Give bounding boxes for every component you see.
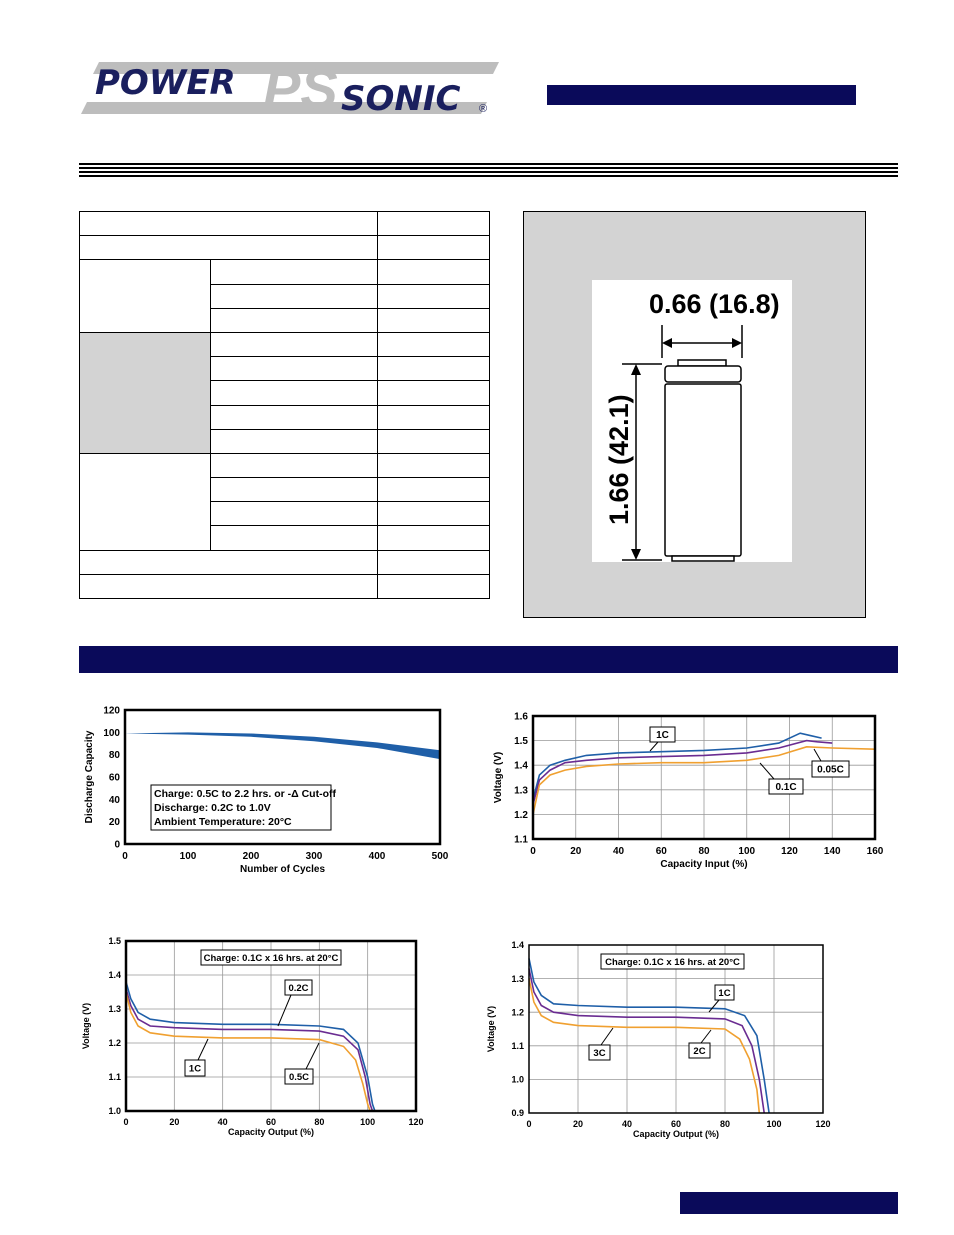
y-tick-label: 1.1 xyxy=(108,1072,121,1083)
label-leader xyxy=(650,742,658,751)
series-label-0-1c: 0.1C xyxy=(775,782,797,794)
table-row xyxy=(80,574,490,598)
y-tick-label: 1.5 xyxy=(514,736,528,748)
series-line-2 xyxy=(126,992,370,1111)
y-tick-label: 1.1 xyxy=(514,834,528,846)
label-leader xyxy=(601,1028,613,1045)
logo-sonic-text: SONIC xyxy=(341,79,461,119)
y-axis-label: Voltage (V) xyxy=(486,1005,496,1053)
series-label-1c: 1C xyxy=(718,987,731,999)
power-sonic-logo xyxy=(79,58,504,120)
x-tick-label: 100 xyxy=(738,846,756,857)
x-tick-label: 60 xyxy=(265,1117,277,1127)
x-tick-label: 200 xyxy=(242,851,260,862)
high-rate-discharge-chart xyxy=(483,938,838,1152)
y-tick-label: 120 xyxy=(103,705,120,717)
y-tick-label: 40 xyxy=(108,794,120,806)
y-tick-label: 1.4 xyxy=(514,760,528,772)
x-tick-label: 80 xyxy=(698,846,710,857)
capacity-band xyxy=(125,732,440,759)
annotation-line: Charge: 0.1C x 16 hrs. at 20°C xyxy=(203,952,339,964)
x-axis-label: Capacity Input (%) xyxy=(660,859,748,870)
y-tick-label: 1.3 xyxy=(108,1004,121,1015)
x-axis-label: Number of Cycles xyxy=(239,864,326,875)
label-leader xyxy=(278,995,291,1026)
label-leader xyxy=(701,1030,711,1043)
x-tick-label: 160 xyxy=(866,846,884,857)
table-row xyxy=(80,550,490,574)
logo-power-text: POWER xyxy=(95,63,236,103)
x-tick-label: 400 xyxy=(368,851,386,862)
x-tick-label: 120 xyxy=(781,846,798,857)
y-tick-label: 1.0 xyxy=(511,1074,524,1085)
annotation-line: Discharge: 0.2C to 1.0V xyxy=(154,802,271,814)
label-leader xyxy=(709,1000,719,1012)
x-tick-label: 120 xyxy=(815,1119,831,1129)
x-tick-label: 100 xyxy=(766,1119,782,1129)
y-tick-label: 100 xyxy=(103,727,120,739)
y-tick-label: 1.2 xyxy=(514,809,528,821)
x-tick-label: 140 xyxy=(823,846,841,857)
section-bar xyxy=(79,646,898,673)
discharge-characteristics-chart xyxy=(78,932,433,1152)
series-line-0 xyxy=(529,958,769,1113)
series-label-2c: 2C xyxy=(693,1045,706,1057)
y-tick-label: 1.3 xyxy=(511,973,524,984)
annotation-line: Ambient Temperature: 20°C xyxy=(154,816,292,828)
header-rule xyxy=(79,163,898,177)
x-tick-label: 0 xyxy=(122,851,128,862)
x-tick-label: 40 xyxy=(612,846,625,857)
series-label-1c: 1C xyxy=(656,730,669,742)
x-tick-label: 100 xyxy=(360,1117,376,1127)
y-axis-label: Voltage (V) xyxy=(81,1002,91,1050)
y-tick-label: 1.2 xyxy=(108,1038,121,1049)
x-tick-label: 0 xyxy=(530,846,536,857)
y-tick-label: 20 xyxy=(108,817,120,829)
x-tick-label: 60 xyxy=(655,846,667,857)
table-row xyxy=(80,212,490,236)
logo-ps-mark: PS xyxy=(263,58,338,120)
series-label-3c: 3C xyxy=(593,1047,606,1059)
x-tick-label: 0 xyxy=(123,1117,129,1127)
x-tick-label: 0 xyxy=(526,1119,532,1129)
y-tick-label: 1.4 xyxy=(511,940,524,951)
x-tick-label: 20 xyxy=(572,1119,584,1129)
specification-table xyxy=(79,211,490,599)
height-dimension-label: 1.66 (42.1) xyxy=(604,394,634,525)
y-tick-label: 80 xyxy=(108,750,120,762)
annotation-line: Charge: 0.5C to 2.2 hrs. or -Δ Cut-off xyxy=(154,788,336,800)
x-tick-label: 100 xyxy=(179,851,197,862)
label-leader xyxy=(198,1039,208,1060)
series-line-1 xyxy=(126,989,373,1111)
y-tick-label: 60 xyxy=(108,772,120,784)
x-tick-label: 80 xyxy=(314,1117,325,1127)
x-tick-label: 500 xyxy=(431,851,449,862)
series-label-1c: 1C xyxy=(188,1063,202,1075)
y-tick-label: 1.4 xyxy=(108,970,121,981)
x-tick-label: 20 xyxy=(570,846,582,857)
table-row xyxy=(80,260,490,284)
label-leader xyxy=(814,749,821,761)
header-bar xyxy=(547,85,856,105)
y-tick-label: 1.1 xyxy=(511,1040,524,1051)
table-row xyxy=(80,236,490,260)
x-tick-label: 60 xyxy=(670,1119,682,1129)
cycle-life-chart xyxy=(78,700,458,885)
series-line-1 xyxy=(533,741,832,805)
y-tick-label: 1.2 xyxy=(511,1007,524,1018)
registered-mark: ® xyxy=(479,103,488,115)
x-tick-label: 120 xyxy=(408,1117,424,1127)
width-dimension-label: 0.66 (16.8) xyxy=(649,289,780,319)
x-axis-label: Capacity Output (%) xyxy=(227,1127,315,1137)
series-line-0 xyxy=(126,982,375,1111)
x-tick-label: 20 xyxy=(169,1117,180,1127)
label-leader xyxy=(306,1043,319,1069)
series-label-0-2c: 0.2C xyxy=(288,982,309,994)
x-tick-label: 80 xyxy=(719,1119,731,1129)
y-tick-label: 1.3 xyxy=(514,785,528,797)
y-tick-label: 1.6 xyxy=(514,711,528,723)
series-label-0-5c: 0.5C xyxy=(288,1071,310,1083)
y-tick-label: 1.0 xyxy=(108,1106,121,1117)
y-axis-label: Voltage (V) xyxy=(493,751,504,804)
footer-bar xyxy=(680,1192,898,1214)
y-tick-label: 0.9 xyxy=(511,1108,524,1119)
x-axis-label: Capacity Output (%) xyxy=(632,1129,720,1139)
y-tick-label: 0 xyxy=(114,839,120,851)
table-row xyxy=(80,332,490,356)
y-tick-label: 1.5 xyxy=(108,936,121,947)
annotation-line: Charge: 0.1C x 16 hrs. at 20°C xyxy=(605,956,740,968)
charge-characteristics-chart xyxy=(488,705,888,885)
table-row xyxy=(80,453,490,477)
series-label-0-05c: 0.05C xyxy=(817,764,844,776)
x-tick-label: 40 xyxy=(217,1117,228,1127)
x-tick-label: 300 xyxy=(305,851,323,862)
cell-dimension-drawing xyxy=(592,280,792,562)
x-tick-label: 40 xyxy=(621,1119,633,1129)
y-axis-label: Discharge Capacity xyxy=(84,730,95,824)
